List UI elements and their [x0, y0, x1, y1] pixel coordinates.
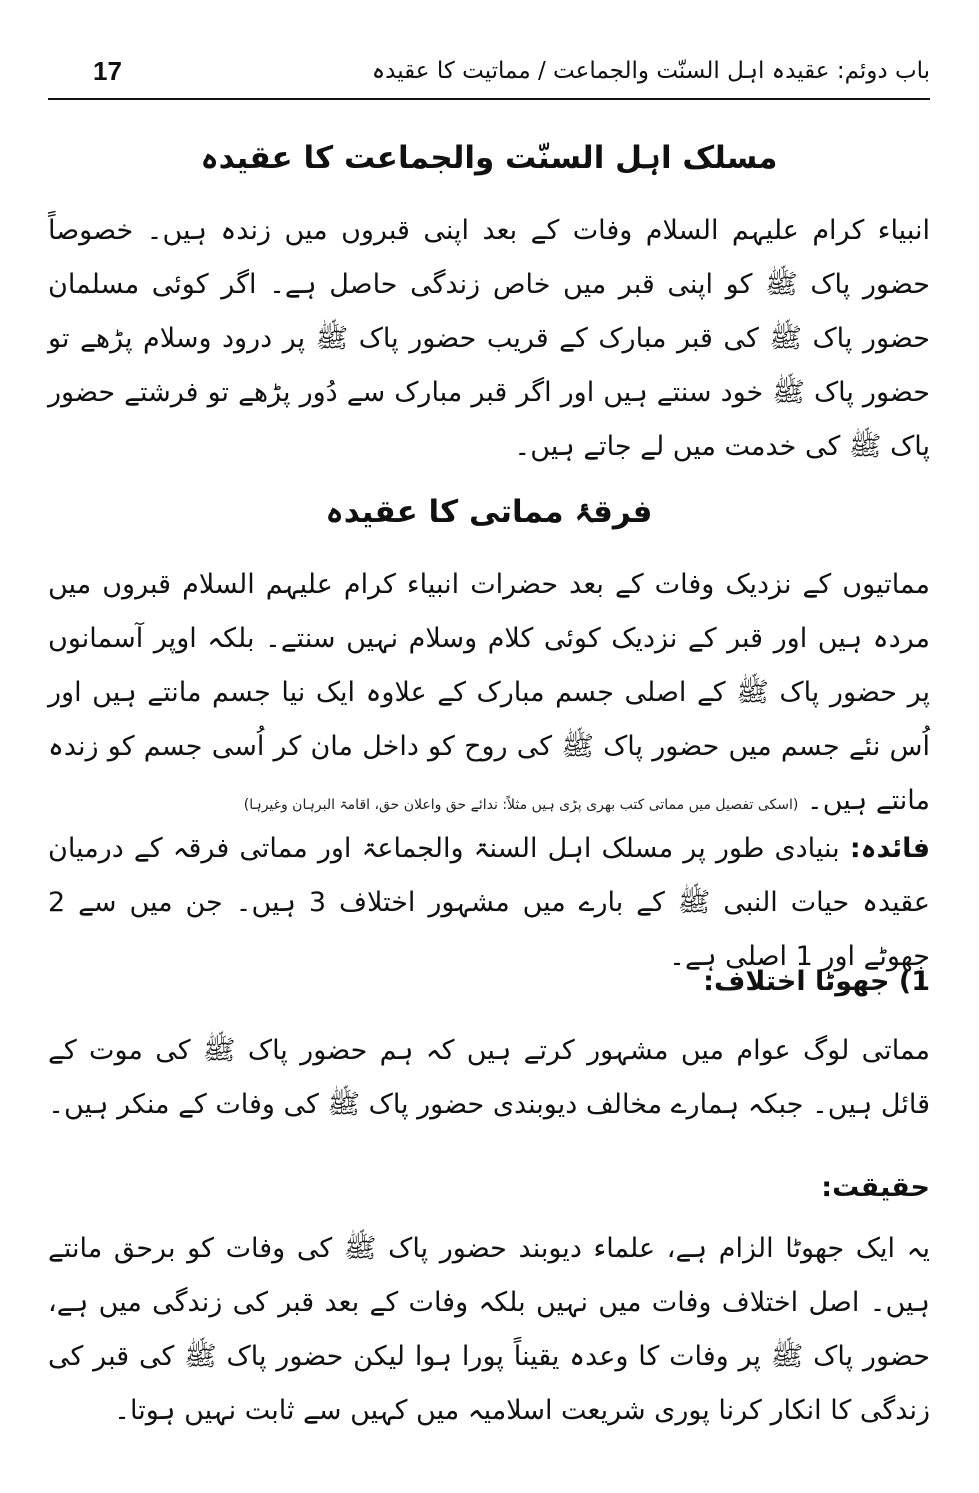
running-head: باب دوئم: عقیدہ اہل السنّت والجماعت / مماتیت کا عقیدہ: [371, 58, 930, 84]
paragraph-false-difference: مماتی لوگ عوام میں مشہور کرتے ہیں کہ ہم حضور پاک ﷺ کی موت کے قائل ہیں۔ جبکہ ہمارے مخالف دیوبندی حضور پاک ﷺ کی وفات کے منکر ہیں۔: [48, 1035, 930, 1120]
page-number: 17: [93, 56, 122, 86]
paragraph-ahlus-sunnah-belief: انبیاء کرام علیہم السلام وفات کے بعد اپنی قبروں میں زندہ ہیں۔ خصوصاً حضور پاک ﷺ کو اپنی قبر میں خاص زندگی حاصل ہے۔ اگر کوئی مسلمان حضور پاک ﷺ کی قبر مبارک کے قریب حضور پاک ﷺ پر درود وسلام پڑھے تو حضور پاک ﷺ خود سنتے ہیں اور اگر قبر مبارک سے دُور پڑھے تو فرشتے حضور پاک ﷺ کی خدمت میں لے جاتے ہیں۔: [48, 215, 930, 462]
section-title-mamati: فرقۂ مماتی کا عقیدہ: [325, 494, 653, 530]
item-heading-false-difference: 1) جھوٹا اختلاف:: [703, 966, 930, 997]
faida-text: بنیادی طور پر مسلک اہل السنۃ والجماعۃ اور مماتی فرقہ کے درمیان عقیدہ حیات النبی ﷺ کے بارے میں مشہور اختلاف 3 ہیں۔ جن میں سے 2 جھوٹے اور 1 اصلی ہے۔: [48, 833, 930, 972]
paragraph-reality: یہ ایک جھوٹا الزام ہے، علماء دیوبند حضور پاک ﷺ کی وفات کو برحق مانتے ہیں۔ اصل اختلاف وفات میں نہیں بلکہ وفات کے بعد قبر کی زندگی میں ہے، حضور پاک ﷺ پر وفات کا وعدہ یقیناً پورا ہوا لیکن حضور پاک ﷺ کی قبر کی زندگی کا انکار کرنا پوری شریعت اسلامیہ میں کہیں سے ثابت نہیں ہوتا۔: [48, 1233, 930, 1426]
paragraph-mamati-belief: [48, 558, 930, 832]
paragraph-faida: [48, 822, 930, 984]
heading-reality: حقیقت:: [821, 1172, 930, 1203]
page-header: [48, 52, 930, 100]
section-title-ahlus-sunnah: مسلک اہل السنّت والجماعت کا عقیدہ: [200, 140, 778, 176]
reference-note: (اسکی تفصیل میں مماتی کتب بھری پڑی ہیں مثلاً: ندائے حق واعلان حق، اقامۃ البرہان وغیرہا): [243, 797, 799, 813]
faida-label: فائدہ:: [849, 833, 930, 864]
mamati-belief-text: مماتیوں کے نزدیک وفات کے بعد حضرات انبیاء کرام علیہم السلام قبروں میں مردہ ہیں اور قبر کے نزدیک کوئی کلام وسلام نہیں سنتے۔ بلکہ اوپر آسمانوں پر حضور پاک ﷺ کے اصلی جسم مبارک کے علاوہ ایک نیا جسم مانتے ہیں اور اُس نئے جسم میں حضور پاک ﷺ کی روح کو داخل مان کر اُسی جسم کو زندہ مانتے ہیں۔: [48, 569, 930, 816]
